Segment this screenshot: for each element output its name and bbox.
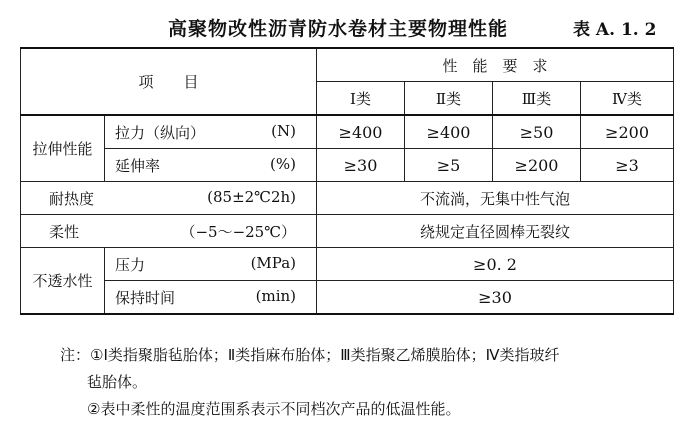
heat-resistance-value: 不流淌，无集中性气泡	[317, 182, 674, 215]
table-row	[21, 281, 674, 315]
type-1-header: Ⅰ类	[317, 82, 405, 116]
elongation-type-1: ≥30	[317, 149, 405, 182]
pressure-label	[105, 248, 317, 281]
pressure-unit: (MPa)	[250, 253, 297, 272]
elongation-type-4: ≥3	[581, 149, 674, 182]
table-number: 表 A. 1. 2	[573, 20, 657, 40]
hold-time-unit: (min)	[255, 286, 297, 305]
impermeability-group-label: 不透水性	[21, 248, 105, 315]
type-4-header: Ⅳ类	[581, 82, 674, 116]
table-title: 高聚物改性沥青防水卷材主要物理性能	[168, 18, 509, 40]
flexibility-value: 绕规定直径圆棒无裂纹	[317, 215, 674, 248]
note-line-1: 注：①Ⅰ类指聚脂毡胎体；Ⅱ类指麻布胎体；Ⅲ类指聚乙烯膜胎体；Ⅳ类指玻纤	[60, 346, 560, 364]
type-3-header: Ⅲ类	[493, 82, 581, 116]
item-header-text: 项 目	[138, 73, 199, 91]
heat-resistance-label	[21, 182, 317, 215]
header-row-1	[21, 48, 674, 82]
table-row	[21, 182, 674, 215]
note-line-2: 毡胎体。	[87, 373, 148, 391]
hold-time-value: ≥30	[317, 281, 674, 315]
elongation-label	[105, 149, 317, 182]
table-notes	[60, 342, 680, 423]
item-header	[21, 48, 317, 115]
note-line-3: ②表中柔性的温度范围系表示不同档次产品的低温性能。	[87, 400, 461, 418]
table-row	[21, 215, 674, 248]
requirement-header-text: 性 能 要 求	[442, 56, 548, 75]
tensile-force-type-2: ≥400	[405, 115, 493, 149]
pressure-text: 压力	[115, 255, 146, 274]
elongation-type-3: ≥200	[493, 149, 581, 182]
tensile-force-unit: (N)	[271, 121, 297, 140]
hold-time-label	[105, 281, 317, 315]
heat-resistance-text: 耐热度	[49, 189, 95, 208]
table-row	[21, 248, 674, 281]
flexibility-text: 柔性	[49, 222, 80, 241]
elongation-text: 延伸率	[115, 156, 161, 175]
flexibility-label	[21, 215, 317, 248]
tensile-force-type-1: ≥400	[317, 115, 405, 149]
pressure-value: ≥0. 2	[317, 248, 674, 281]
table-row	[21, 149, 674, 182]
tensile-force-type-3: ≥50	[493, 115, 581, 149]
tensile-force-type-4: ≥200	[581, 115, 674, 149]
tensile-force-text: 拉力（纵向）	[115, 123, 206, 142]
type-2-header: Ⅱ类	[405, 82, 493, 116]
heat-resistance-condition: (85±2℃2h)	[207, 187, 297, 206]
table-caption	[0, 14, 695, 40]
requirement-header	[317, 48, 674, 82]
tensile-force-label	[105, 115, 317, 149]
elongation-unit: (%)	[270, 154, 297, 173]
hold-time-text: 保持时间	[115, 288, 176, 307]
tensile-group-label: 拉伸性能	[21, 115, 105, 182]
property-table	[20, 47, 674, 315]
flexibility-condition: （−5～−25℃）	[180, 222, 297, 241]
table-row	[21, 115, 674, 149]
elongation-type-2: ≥5	[405, 149, 493, 182]
